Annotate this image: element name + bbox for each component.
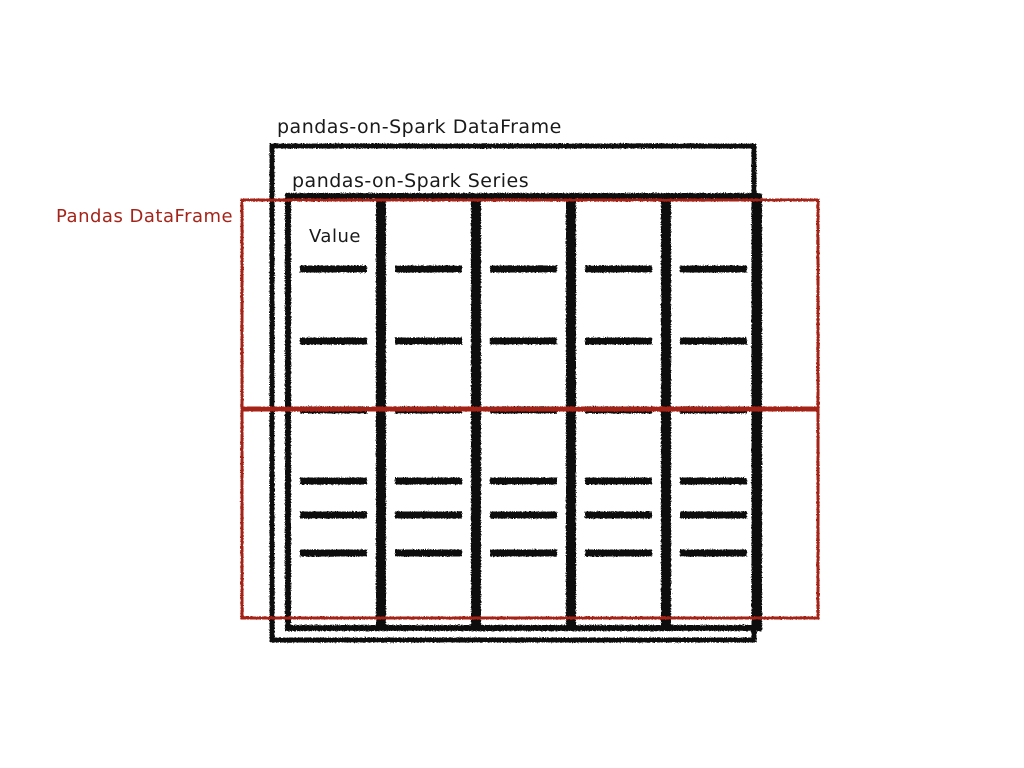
pandas-on-spark-dataframe-box	[272, 146, 754, 640]
pandas-dataframe-label: Pandas DataFrame	[56, 206, 234, 227]
pandas-on-spark-series-label: pandas-on-Spark Series	[292, 170, 530, 192]
value-label: Value	[309, 226, 361, 247]
pandas-on-spark-dataframe-label: pandas-on-Spark DataFrame	[277, 116, 562, 138]
